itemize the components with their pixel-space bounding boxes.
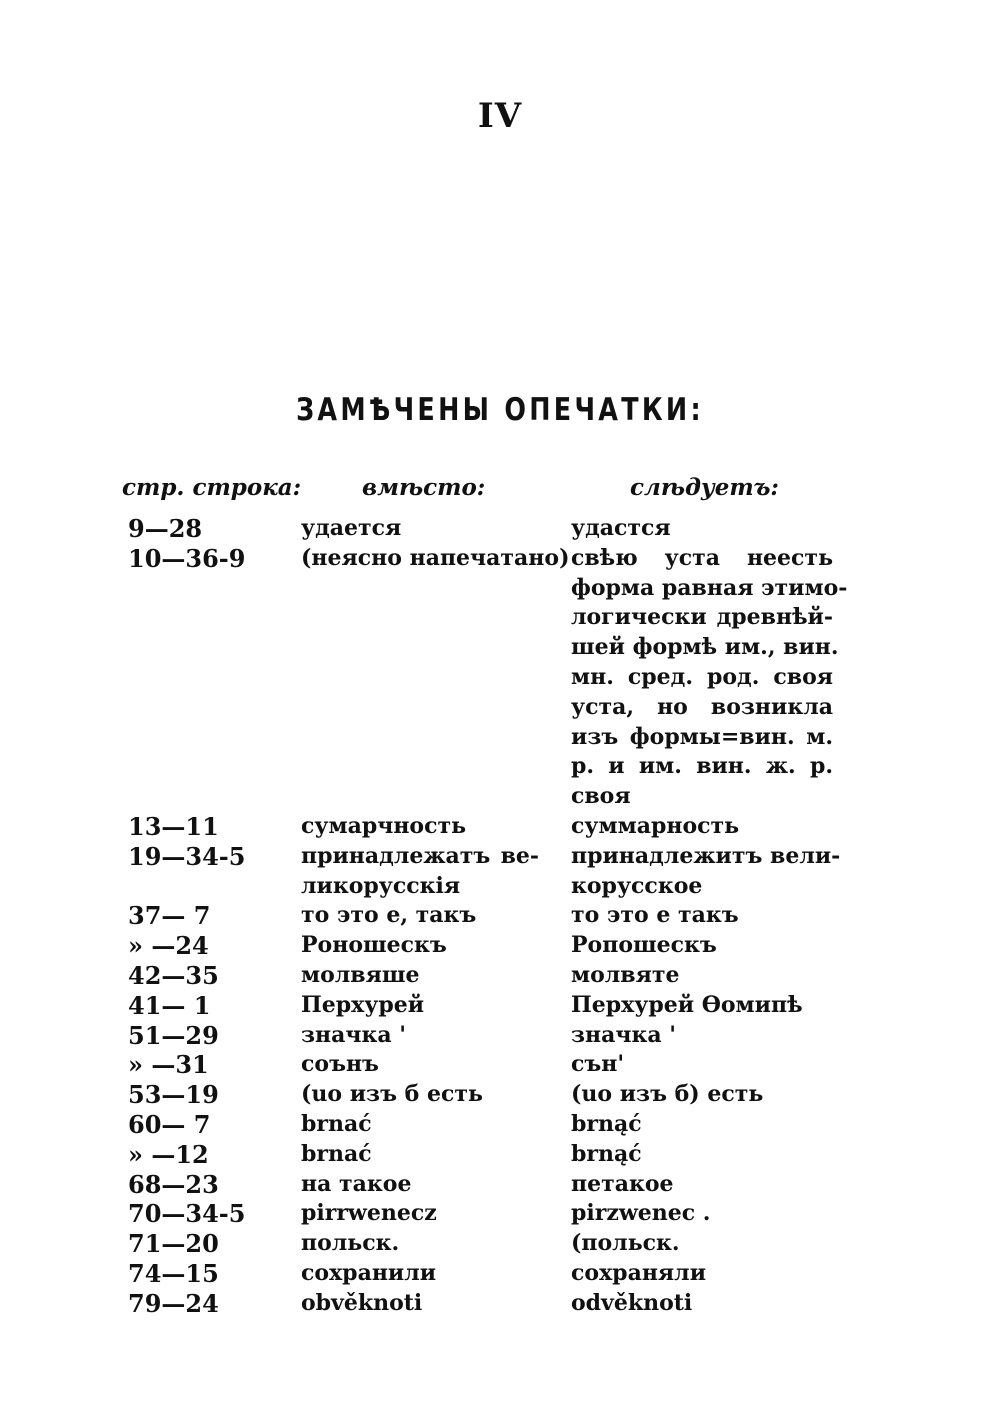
errata-row (0, 961, 1000, 991)
errata-page-line: 42—35 (128, 960, 219, 990)
errata-row (0, 1170, 1000, 1200)
errata-should-be-line: р. и им. вин. ж. р. (571, 753, 833, 780)
errata-instead-line: принадлежатъ ве- (301, 842, 539, 869)
errata-instead (301, 842, 539, 902)
errata-should-be (571, 812, 833, 842)
errata-should-be-line: логически древнѣй- (571, 604, 833, 631)
errata-page-line: 10—36-9 (128, 543, 246, 573)
errata-instead (301, 544, 570, 574)
errata-page-line: » —31 (128, 1050, 209, 1080)
errata-instead-line: значка ' (301, 1021, 407, 1048)
errata-should-be-line: brnąć (571, 1110, 642, 1137)
errata-instead-line: на такое (301, 1170, 412, 1197)
errata-instead-line: Роношескъ (301, 932, 447, 959)
errata-should-be (571, 1289, 833, 1319)
errata-row (0, 1259, 1000, 1289)
errata-instead-line: ликорусскія (301, 872, 461, 899)
errata-row (0, 1110, 1000, 1140)
errata-should-be-line: петакое (571, 1170, 674, 1197)
errata-instead (301, 1229, 539, 1259)
errata-row (0, 1289, 1000, 1319)
errata-should-be-line: своя (571, 783, 631, 810)
errata-page-line: » —12 (128, 1139, 209, 1169)
header-instead: вмѣсто: (362, 474, 486, 501)
errata-instead (301, 1080, 539, 1110)
errata-should-be (571, 1199, 833, 1229)
errata-row (0, 514, 1000, 544)
errata-should-be (571, 514, 833, 544)
errata-row (0, 1140, 1000, 1170)
errata-page-line: 60— 7 (128, 1109, 211, 1139)
errata-should-be-line: (uo изъ б) есть (571, 1081, 764, 1108)
errata-instead-line: (неясно напечатано) (301, 544, 570, 571)
header-should-be: слѣдуетъ: (630, 474, 779, 501)
errata-instead (301, 1140, 539, 1170)
errata-should-be-line: шей формѣ им., вин. (571, 634, 839, 661)
errata-page-line: 74—15 (128, 1258, 219, 1288)
errata-should-be (571, 842, 841, 902)
errata-instead-line: (uo изъ б есть (301, 1081, 483, 1108)
errata-should-be-line: odvěknoti (571, 1289, 693, 1316)
errata-should-be-line: то это е такъ (571, 902, 739, 929)
errata-should-be-line: Перхурей Ѳомипѣ (571, 991, 803, 1018)
errata-instead-line: Перхурей (301, 991, 425, 1018)
errata-page-line: » —24 (128, 931, 209, 961)
errata-instead (301, 991, 539, 1021)
errata-should-be-line: изъ формы=вин. м. (571, 723, 833, 750)
errata-instead (301, 1110, 539, 1140)
errata-should-be (571, 901, 833, 931)
errata-row (0, 842, 1000, 902)
errata-should-be-line: форма равная этимо- (571, 574, 848, 601)
errata-page-line: 51—29 (128, 1020, 219, 1050)
errata-instead (301, 1289, 539, 1319)
errata-should-be (571, 1140, 833, 1170)
column-headers (0, 474, 1000, 510)
errata-should-be-line: pirzwenec . (571, 1200, 711, 1227)
errata-table (0, 514, 1000, 1319)
errata-instead (301, 961, 539, 991)
errata-should-be-line: brnąć (571, 1140, 642, 1167)
errata-should-be (571, 1050, 833, 1080)
errata-should-be-line: удастся (571, 515, 671, 541)
errata-row (0, 931, 1000, 961)
errata-instead-line: сумарчность (301, 812, 467, 839)
errata-should-be-line: значка ' (571, 1021, 677, 1048)
errata-instead (301, 514, 539, 544)
errata-instead (301, 901, 539, 931)
errata-should-be-line: принадлежитъ вели- (571, 842, 841, 869)
errata-should-be (571, 961, 833, 991)
errata-should-be-line: свѣю уста неесть (571, 544, 833, 571)
errata-page-line: 70—34-5 (128, 1199, 246, 1229)
errata-instead-line: obvěknoti (301, 1289, 423, 1316)
errata-should-be (571, 1259, 833, 1289)
errata-instead-line: соънъ (301, 1051, 379, 1078)
page-title: ЗАМѢЧЕНЫ ОПЕЧАТКИ: (296, 392, 704, 428)
errata-should-be (571, 991, 833, 1021)
errata-page-line: 13—11 (128, 811, 219, 841)
errata-instead (301, 1170, 539, 1200)
errata-instead-line: сохранили (301, 1259, 437, 1286)
errata-instead (301, 1021, 539, 1051)
errata-row (0, 1050, 1000, 1080)
errata-page-line: 9—28 (128, 514, 203, 543)
errata-instead (301, 931, 539, 961)
errata-should-be-line: мн. сред. род. своя (571, 663, 833, 690)
errata-should-be (571, 1229, 833, 1259)
errata-should-be-line: корусское (571, 872, 703, 899)
errata-should-be (571, 1110, 833, 1140)
errata-page-line: 71—20 (128, 1229, 219, 1259)
errata-instead (301, 1199, 539, 1229)
errata-row (0, 1199, 1000, 1229)
errata-page-line: 41— 1 (128, 990, 211, 1020)
errata-should-be-line: сън' (571, 1051, 625, 1078)
errata-page-line: 68—23 (128, 1169, 219, 1199)
errata-should-be-line: (польск. (571, 1230, 680, 1257)
errata-instead (301, 812, 539, 842)
errata-should-be (571, 1170, 833, 1200)
errata-row (0, 544, 1000, 812)
errata-should-be-line: суммарность (571, 812, 740, 839)
errata-should-be (571, 1080, 833, 1110)
errata-row (0, 1229, 1000, 1259)
errata-row (0, 812, 1000, 842)
errata-instead-line: молвяше (301, 961, 420, 988)
errata-instead-line: brnać (301, 1110, 372, 1137)
errata-instead (301, 1050, 539, 1080)
errata-row (0, 991, 1000, 1021)
header-page-line: стр. строка: (122, 474, 302, 501)
errata-should-be (571, 931, 833, 961)
page-number: IV (477, 96, 523, 136)
errata-should-be-line: сохраняли (571, 1259, 707, 1286)
errata-instead (301, 1259, 539, 1289)
errata-should-be-line: Ропошескъ (571, 932, 717, 959)
errata-should-be (571, 1021, 833, 1051)
errata-row (0, 1080, 1000, 1110)
errata-row (0, 1021, 1000, 1051)
errata-page-line: 53—19 (128, 1080, 219, 1110)
errata-page-line: 19—34-5 (128, 841, 246, 871)
errata-should-be (571, 544, 848, 812)
errata-page-line: 79—24 (128, 1288, 219, 1318)
errata-instead-line: brnać (301, 1140, 372, 1167)
errata-instead-line: польск. (301, 1230, 400, 1257)
errata-instead-line: удается (301, 515, 402, 541)
errata-page-line: 37— 7 (128, 901, 211, 931)
errata-should-be-line: уста, но возникла (571, 693, 833, 720)
errata-instead-line: pirrwenecz (301, 1200, 437, 1227)
errata-row (0, 901, 1000, 931)
errata-instead-line: то это е, такъ (301, 902, 477, 929)
errata-should-be-line: молвяте (571, 961, 680, 988)
